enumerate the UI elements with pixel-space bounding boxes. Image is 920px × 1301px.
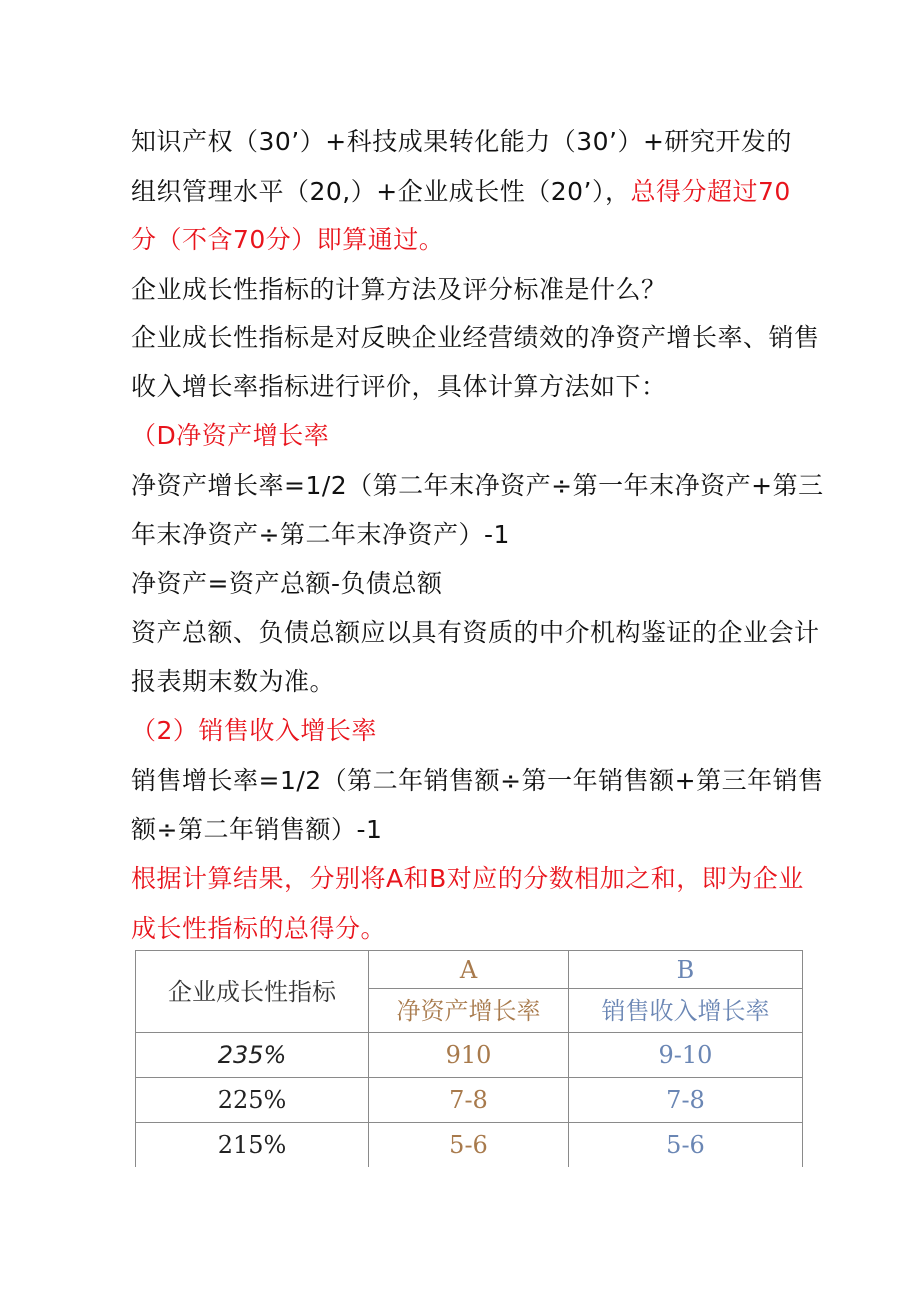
table-row: [136, 1033, 803, 1078]
section-heading-1: （D净资产增长率: [131, 421, 330, 450]
formula-line: 年末净资产÷第二年末净资产）-1: [131, 520, 510, 549]
paragraph-line: 根据计算结果，分别将A和B对应的分数相加之和，即为企业: [131, 864, 804, 893]
paragraph-line: 企业成长性指标是对反映企业经营绩效的净资产增长率、销售: [131, 323, 820, 352]
column-a-name: 净资产增长率: [369, 989, 569, 1033]
formula-line: 净资产=资产总额-负债总额: [131, 569, 443, 598]
paragraph-line: 分（不含70分）即算通过。: [131, 225, 445, 254]
row-label: 215%: [136, 1123, 369, 1167]
highlight-text: 总得分超过70: [630, 177, 791, 206]
table-row: [136, 1123, 803, 1167]
formula-line: 销售增长率=1/2（第二年销售额÷第一年销售额+第三年销售: [131, 766, 824, 795]
paragraph-line: 知识产权（30’）+科技成果转化能力（30’）+研究开发的: [131, 127, 792, 156]
paragraph-line: 成长性指标的总得分。: [131, 914, 387, 943]
cell-b: 7-8: [569, 1078, 803, 1123]
table-row: [136, 1078, 803, 1123]
scoring-table: [135, 950, 803, 1167]
paragraph-line: 资产总额、负债总额应以具有资质的中介机构鉴证的企业会计: [131, 618, 820, 647]
column-b-name: 销售收入增长率: [569, 989, 803, 1033]
row-label: 225%: [136, 1078, 369, 1123]
cell-a: 910: [369, 1033, 569, 1078]
formula-line: 净资产增长率=1/2（第二年末净资产÷第一年末净资产+第三: [131, 471, 824, 500]
row-label: 235%: [136, 1033, 369, 1078]
column-a-letter: A: [369, 951, 569, 989]
question-heading: 企业成长性指标的计算方法及评分标准是什么？: [131, 275, 667, 304]
cell-a: 5-6: [369, 1123, 569, 1167]
cell-b: 5-6: [569, 1123, 803, 1167]
column-b-letter: B: [569, 951, 803, 989]
table-corner-cell: 企业成长性指标: [136, 951, 369, 1033]
table-header-row: [136, 951, 803, 989]
cell-b: 9-10: [569, 1033, 803, 1078]
cell-a: 7-8: [369, 1078, 569, 1123]
paragraph-line: 组织管理水平（20,）+企业成长性（20’），总得分超过70: [131, 177, 791, 206]
formula-line: 额÷第二年销售额）-1: [131, 815, 383, 844]
section-heading-2: （2）销售收入增长率: [131, 716, 377, 745]
paragraph-line: 报表期末数为准。: [131, 667, 336, 696]
paragraph-line: 收入增长率指标进行评价，具体计算方法如下：: [131, 372, 667, 401]
